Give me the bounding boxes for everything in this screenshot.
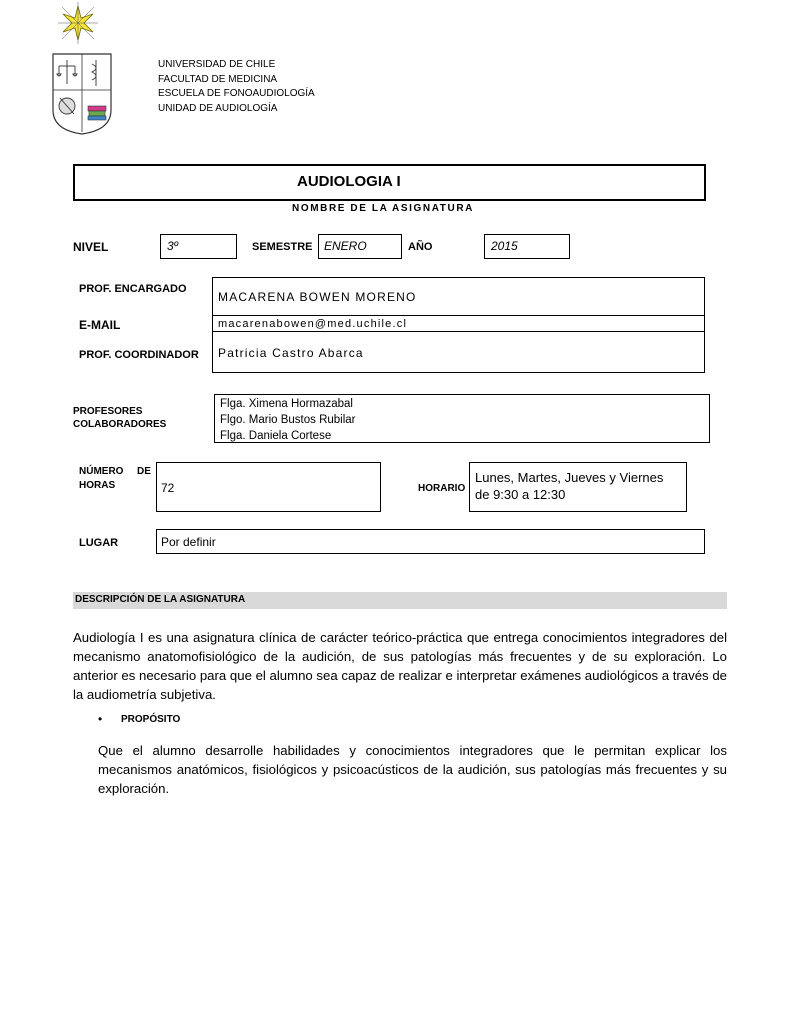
university-name: UNIVERSIDAD DE CHILE	[158, 59, 276, 70]
institution-header	[158, 58, 315, 116]
horas-field	[156, 462, 381, 512]
course-subtitle: NOMBRE DE LA ASIGNATURA	[292, 203, 474, 214]
anio-value: 2015	[491, 239, 518, 253]
university-crest-logo	[50, 2, 116, 136]
description-heading-bar	[73, 592, 727, 609]
email-value: macarenabowen@med.uchile.cl	[218, 318, 408, 330]
lugar-label: LUGAR	[79, 537, 119, 549]
anio-field	[484, 234, 570, 259]
horas-label-line1: NÚMERO	[79, 466, 124, 477]
nivel-field	[160, 234, 237, 259]
description-heading: DESCRIPCIÓN DE LA ASIGNATURA	[75, 594, 246, 605]
horario-field	[469, 462, 687, 512]
description-text: Audiología I es una asignatura clínica de carácter teórico-práctica que entrega conocimientos integradores del mecanismo anatomofisiológico de la audición, de sus patologías más frecuentes y de su exploración. Lo anterior es necesario para que el alumno sea capaz de realizar e interpretar exámenes audiológicos a través de la audiometría subjetiva.	[73, 630, 727, 702]
colaboradores-box	[214, 394, 710, 443]
books-icon	[88, 106, 106, 120]
nivel-label: NIVEL	[73, 240, 109, 254]
colaboradores-label: PROFESORES COLABORADORES	[73, 406, 167, 430]
unit-name: UNIDAD DE AUDIOLOGÍA	[158, 102, 278, 114]
course-title: AUDIOLOGIA I	[297, 173, 401, 190]
horario-label: HORARIO	[418, 483, 466, 494]
colaborador-item: Flga. Ximena Hormazabal	[220, 398, 353, 410]
semestre-field	[318, 234, 402, 259]
purpose-label: PROPÓSITO	[121, 714, 181, 725]
horario-line2: de 9:30 a 12:30	[475, 487, 566, 502]
prof-coordinador-label: PROF. COORDINADOR	[79, 349, 199, 361]
colaborador-item: Flga. Daniela Cortese	[220, 430, 332, 442]
horas-value: 72	[161, 481, 175, 495]
lugar-field	[156, 529, 705, 554]
anio-label: AÑO	[408, 241, 433, 253]
email-label: E-MAIL	[79, 318, 121, 332]
professor-info-box	[212, 277, 705, 373]
prof-encargado-label: PROF. ENCARGADO	[79, 283, 187, 295]
colaborador-item: Flgo. Mario Bustos Rubilar	[220, 414, 356, 426]
nivel-value: 3º	[167, 239, 179, 253]
lugar-value: Por definir	[161, 535, 216, 549]
star-icon	[58, 2, 98, 44]
horas-label-line2: HORAS	[79, 480, 116, 491]
prof-encargado-value: MACARENA BOWEN MORENO	[218, 290, 417, 304]
horas-label-de: DE	[137, 466, 151, 477]
semestre-label: SEMESTRE	[252, 241, 313, 253]
lamp-icon	[59, 98, 75, 114]
school-name: ESCUELA DE FONOAUDIOLOGÍA	[158, 88, 315, 99]
horario-line1: Lunes, Martes, Jueves y Viernes	[475, 470, 664, 485]
course-title-box	[73, 164, 706, 201]
prof-coordinador-value: Patricia Castro Abarca	[218, 346, 364, 360]
bullet-icon: •	[98, 712, 103, 726]
semestre-value: ENERO	[324, 239, 367, 253]
purpose-text: Que el alumno desarrolle habilidades y conocimientos integradores que le permitan explicar los mecanismos anatómicos, fisiológicos y psicoacústicos de la audición, sus patologías más frecuentes y su exploración.	[98, 743, 727, 796]
faculty-name: FACULTAD DE MEDICINA	[158, 73, 278, 85]
